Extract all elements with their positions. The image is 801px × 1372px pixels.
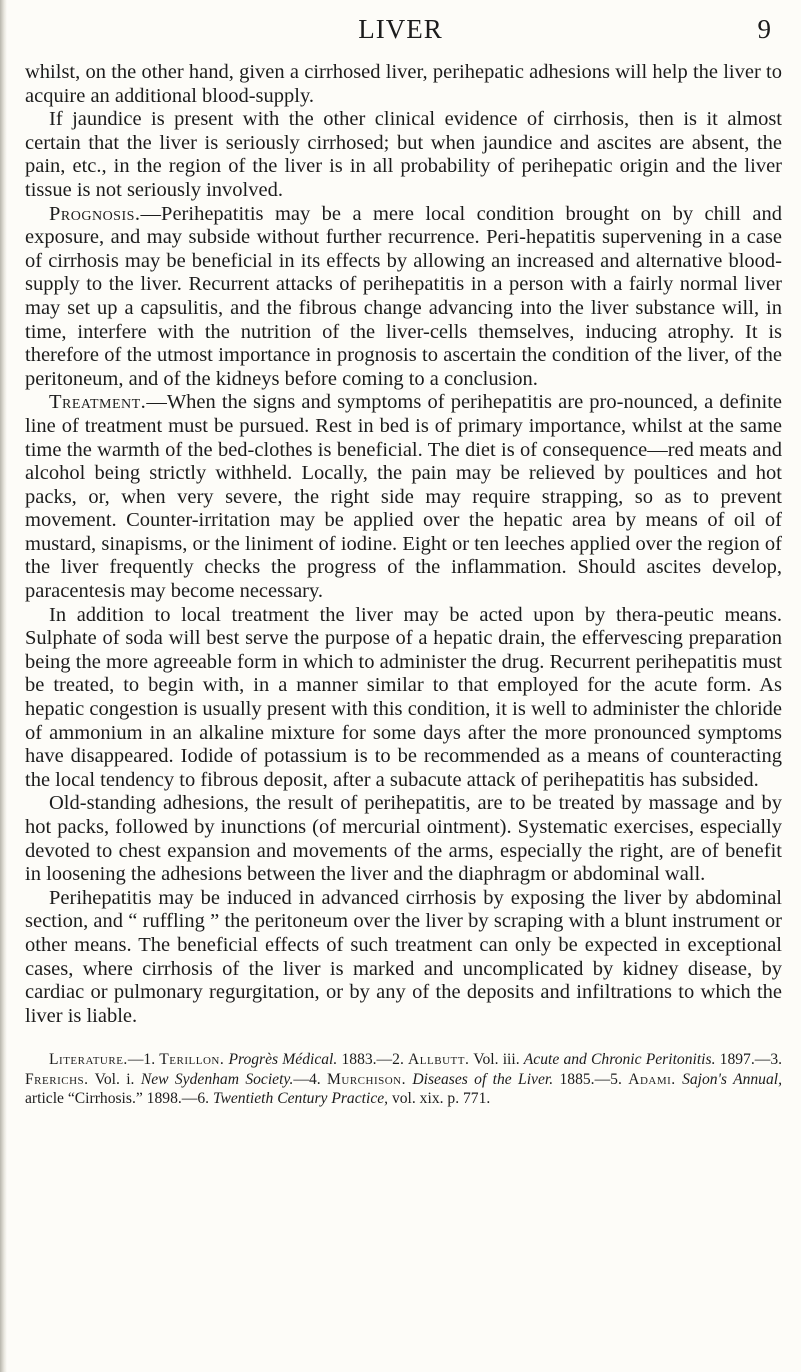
page-binding-edge [0,0,7,1372]
paragraph-induced-perihepatitis: Perihepatitis may be induced in advanced cirrhosis by exposing the liver by abdominal section, and “ ruffling ” the peritoneum over the liver by scraping with a blunt instrument or other means. The beneficial effects of such treatment can only be expected in exceptional cases, where cirrhosis of the liver is marked and uncomplicated by kidney disease, by cardiac or pulmonary regurgitation, or by any of the deposits and infiltrations to which the liver is liable. [25,886,782,1027]
prognosis-text: —Perihepatitis may be a mere local condition brought on by chill and exposure, and may subside without further recurrence. Peri-hepatitis supervening in a case of cirrhosis may be beneficial in its effects by allowing an increased and alternative blood-supply to the liver. Recurrent attacks of perihepatitis in a person with a fairly normal liver may set up a capsulitis, and the fibrous change advancing into the liver substance will, in time, interfere with the nutrition of the liver-cells themselves, inducing atrophy. It is therefore of the utmost importance in prognosis to ascertain the condition of the liver, of the peritoneum, and of the kidneys before coming to a conclusion. [25,202,782,390]
literature-work: New Sydenham Society. [140,1070,294,1088]
literature-heading: Literature. [49,1051,128,1069]
literature-text: vol. xix. p. 771. [388,1090,491,1108]
paragraph-adhesions: Old-standing adhesions, the result of perihepatitis, are to be treated by massage and by hot packs, followed by inunctions (of mercurial ointment). Systematic exercises, especially devoted to chest expansion and movements of the arms, especially the right, are of benefit in loosening the adhesions between the liver and the diaphragm or abdominal wall. [25,792,782,886]
running-title: LIVER [358,14,443,44]
page-number: 9 [757,14,771,44]
literature-author: Adami. [628,1070,676,1088]
literature-text: 1883.—2. [337,1051,409,1069]
paragraph-prognosis [25,203,782,392]
paragraph-jaundice: If jaundice is present with the other clinical evidence of cirrhosis, then is it almost certain that the liver is seriously cirrhosed; but when jaundice and ascites are absent, the pain, etc., in the region of the liver is in all probability of perihepatic origin and the liver tissue is not seriously involved. [25,108,782,201]
literature-text: —1. [127,1051,160,1069]
literature-text: Vol. iii. [469,1051,524,1069]
page-header [0,14,801,54]
literature-text: 1885.—5. [553,1070,629,1088]
literature-work: Sajon's Annual, [682,1070,783,1088]
treatment-text: —When the signs and symptoms of perihepatitis are pro-nounced, a definite line of treatment must be pursued. Rest in bed is of primary importance, whilst at the same time the warmth of the bed-clothes is beneficial. The diet is of consequence—red meats and alcohol being strictly withheld. Locally, the pain may be relieved by poultices and hot packs, or, when very severe, the right side may require strapping, so as to prevent movement. Counter-irritation may be applied over the hepatic area by means of oil of mustard, sinapisms, or the liniment of iodine. Eight or ten leeches applied over the region of the liver frequently checks the progress of the inflammation. Should ascites develop, paracentesis may become necessary. [25,391,782,603]
literature-section [25,1050,782,1109]
treatment-heading: Treatment. [49,391,147,414]
paragraph-therapeutic: In addition to local treatment the liver may be acted upon by thera-peutic means. Sulphate of soda will best serve the purpose of a hepatic drain, the effervescing preparation being the more agreeable form in which to administer the drug. Recurrent perihepatitis must be treated, to begin with, in a manner similar to that employed for the acute form. As hepatic congestion is usually present with this condition, it is well to administer the chloride of ammonium in an alkaline mixture for some days after the more pronounced symptoms have disappeared. Iodide of potassium is to be recommended as a means of counteracting the local tendency to fibrous deposit, after a subacute attack of perihepatitis has subsided. [25,603,782,791]
literature-author: Terillon. [159,1051,225,1069]
literature-work: Twentieth Century Practice, [212,1090,389,1108]
page-body [25,61,782,1109]
literature-text: —4. [293,1070,328,1088]
literature-work: Acute and Chronic Peritonitis. [523,1051,716,1069]
prognosis-heading: Prognosis. [49,202,141,225]
paragraph-continuation: whilst, on the other hand, given a cirrhosed liver, perihepatic adhesions will help the liver to acquire an additional blood-supply. [25,61,782,107]
literature-text: Vol. i. [88,1070,141,1088]
literature-author: Allbutt. [408,1051,470,1069]
paragraph-treatment [25,391,782,603]
literature-author: Frerichs. [25,1070,89,1088]
literature-work: Diseases of the Liver. [412,1070,554,1088]
literature-text: article “Cirrhosis.” 1898.—6. [25,1090,213,1108]
literature-text: 1897.—3. [715,1051,783,1069]
literature-author: Murchison. [327,1070,407,1088]
literature-work: Progrès Médical. [228,1051,338,1069]
